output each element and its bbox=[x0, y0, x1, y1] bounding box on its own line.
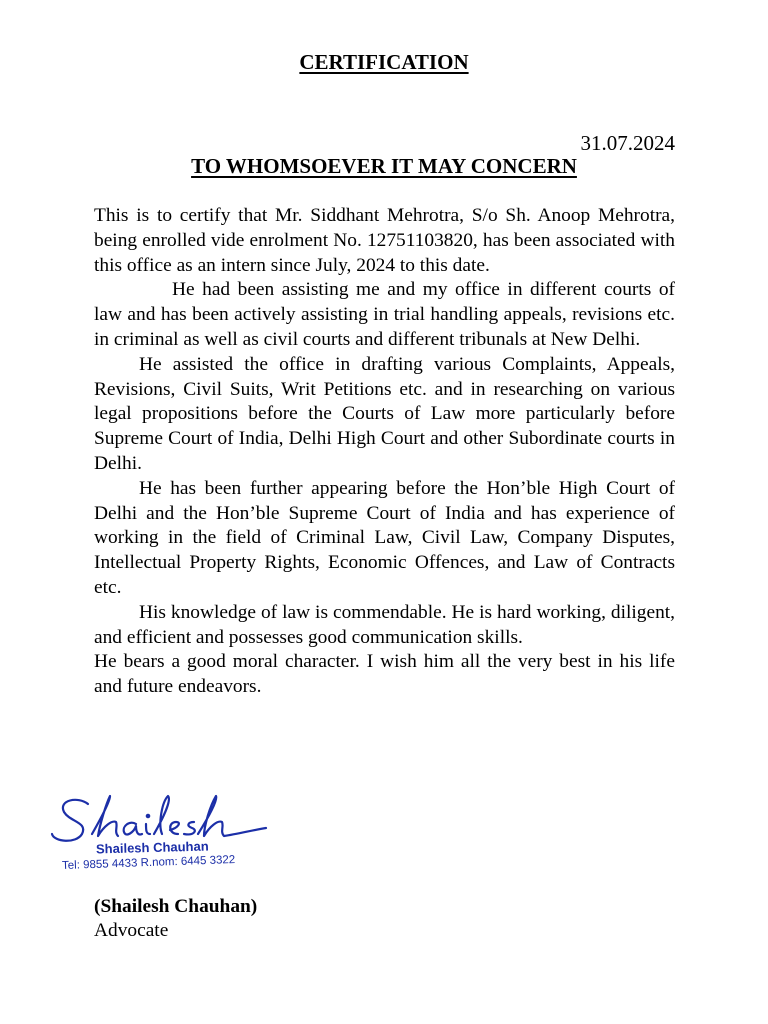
paragraph-assisting: He had been assisting me and my office in different courts of law and has been actively assisting in trial handling appeals, revisions etc. in criminal as well as civil courts and different tribunals at New Delhi. bbox=[94, 279, 675, 350]
stamp-phone: Tel: 9855 4433 R.nom: 6445 3322 bbox=[61, 853, 236, 873]
stamp-name: Shailesh Chauhan bbox=[95, 838, 209, 857]
paragraph-knowledge: His knowledge of law is commendable. He is hard working, diligent, and efficient and possesses good communication skills. bbox=[94, 601, 675, 648]
signature-stamp bbox=[42, 790, 286, 884]
signer-name: (Shailesh Chauhan) bbox=[94, 896, 258, 917]
salutation-heading: TO WHOMSOEVER IT MAY CONCERN bbox=[191, 154, 577, 178]
paragraph-drafting: He assisted the office in drafting various Complaints, Appeals, Revisions, Civil Suits, Writ Petitions etc. and in researching on various legal propositions before the Courts of Law more particularly before Supreme Court of India, Delhi High Court and other Subordinate courts in Delhi. bbox=[94, 353, 675, 474]
paragraph-appearing: He has been further appearing before the Hon’ble High Court of Delhi and the Hon’ble Supreme Court of India and has experience of working in the field of Criminal Law, Civil Law, Company Disputes, Intellectual Property Rights, Economic Offences, and Law of Contracts etc. bbox=[94, 477, 675, 598]
paragraph-intro: This is to certify that Mr. Siddhant Mehrotra, S/o Sh. Anoop Mehrotra, being enrolled vide enrolment No. 12751103820, has been associated with this office as an intern since July, 2024 to this date. bbox=[94, 205, 675, 276]
document-date: 31.07.2024 bbox=[580, 131, 675, 155]
signer-designation: Advocate bbox=[94, 920, 169, 941]
letter-body bbox=[94, 204, 675, 700]
paragraph-character: He bears a good moral character. I wish him all the very best in his life and future endeavors. bbox=[94, 651, 675, 698]
document-title: CERTIFICATION bbox=[299, 50, 469, 74]
